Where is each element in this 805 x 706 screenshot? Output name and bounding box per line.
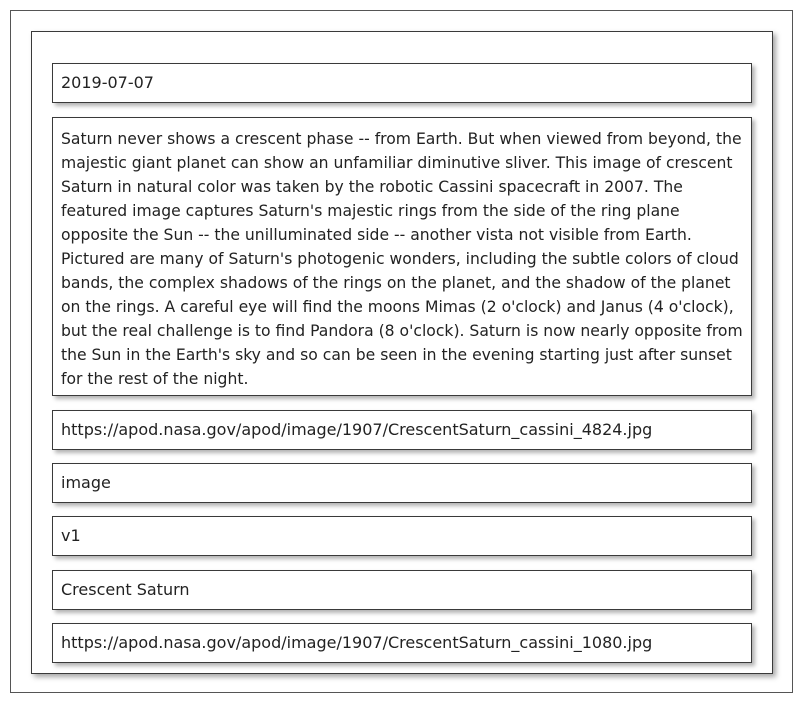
url-field: https://apod.nasa.gov/apod/image/1907/CrescentSaturn_cassini_1080.jpg [52, 623, 752, 663]
title-field: Crescent Saturn [52, 570, 752, 610]
date-field: 2019-07-07 [52, 63, 752, 103]
outer-frame [10, 10, 793, 693]
service-version-field: v1 [52, 516, 752, 556]
media-type-field: image [52, 463, 752, 503]
record-card [31, 31, 773, 674]
hdurl-field: https://apod.nasa.gov/apod/image/1907/CrescentSaturn_cassini_4824.jpg [52, 410, 752, 450]
explanation-field: Saturn never shows a crescent phase -- from Earth. But when viewed from beyond, the majestic giant planet can show an unfamiliar diminutive sliver. This image of crescent Saturn in natural color was taken by the robotic Cassini spacecraft in 2007. The featured image captures Saturn's majestic rings from the side of the ring plane opposite the Sun -- the unilluminated side -- another vista not visible from Earth. Pictured are many of Saturn's photogenic wonders, including the subtle colors of cloud bands, the complex shadows of the rings on the planet, and the shadow of the planet on the rings. A careful eye will find the moons Mimas (2 o'clock) and Janus (4 o'clock), but the real challenge is to find Pandora (8 o'clock). Saturn is now nearly opposite from the Sun in the Earth's sky and so can be seen in the evening starting just after sunset for the rest of the night. [52, 117, 752, 396]
